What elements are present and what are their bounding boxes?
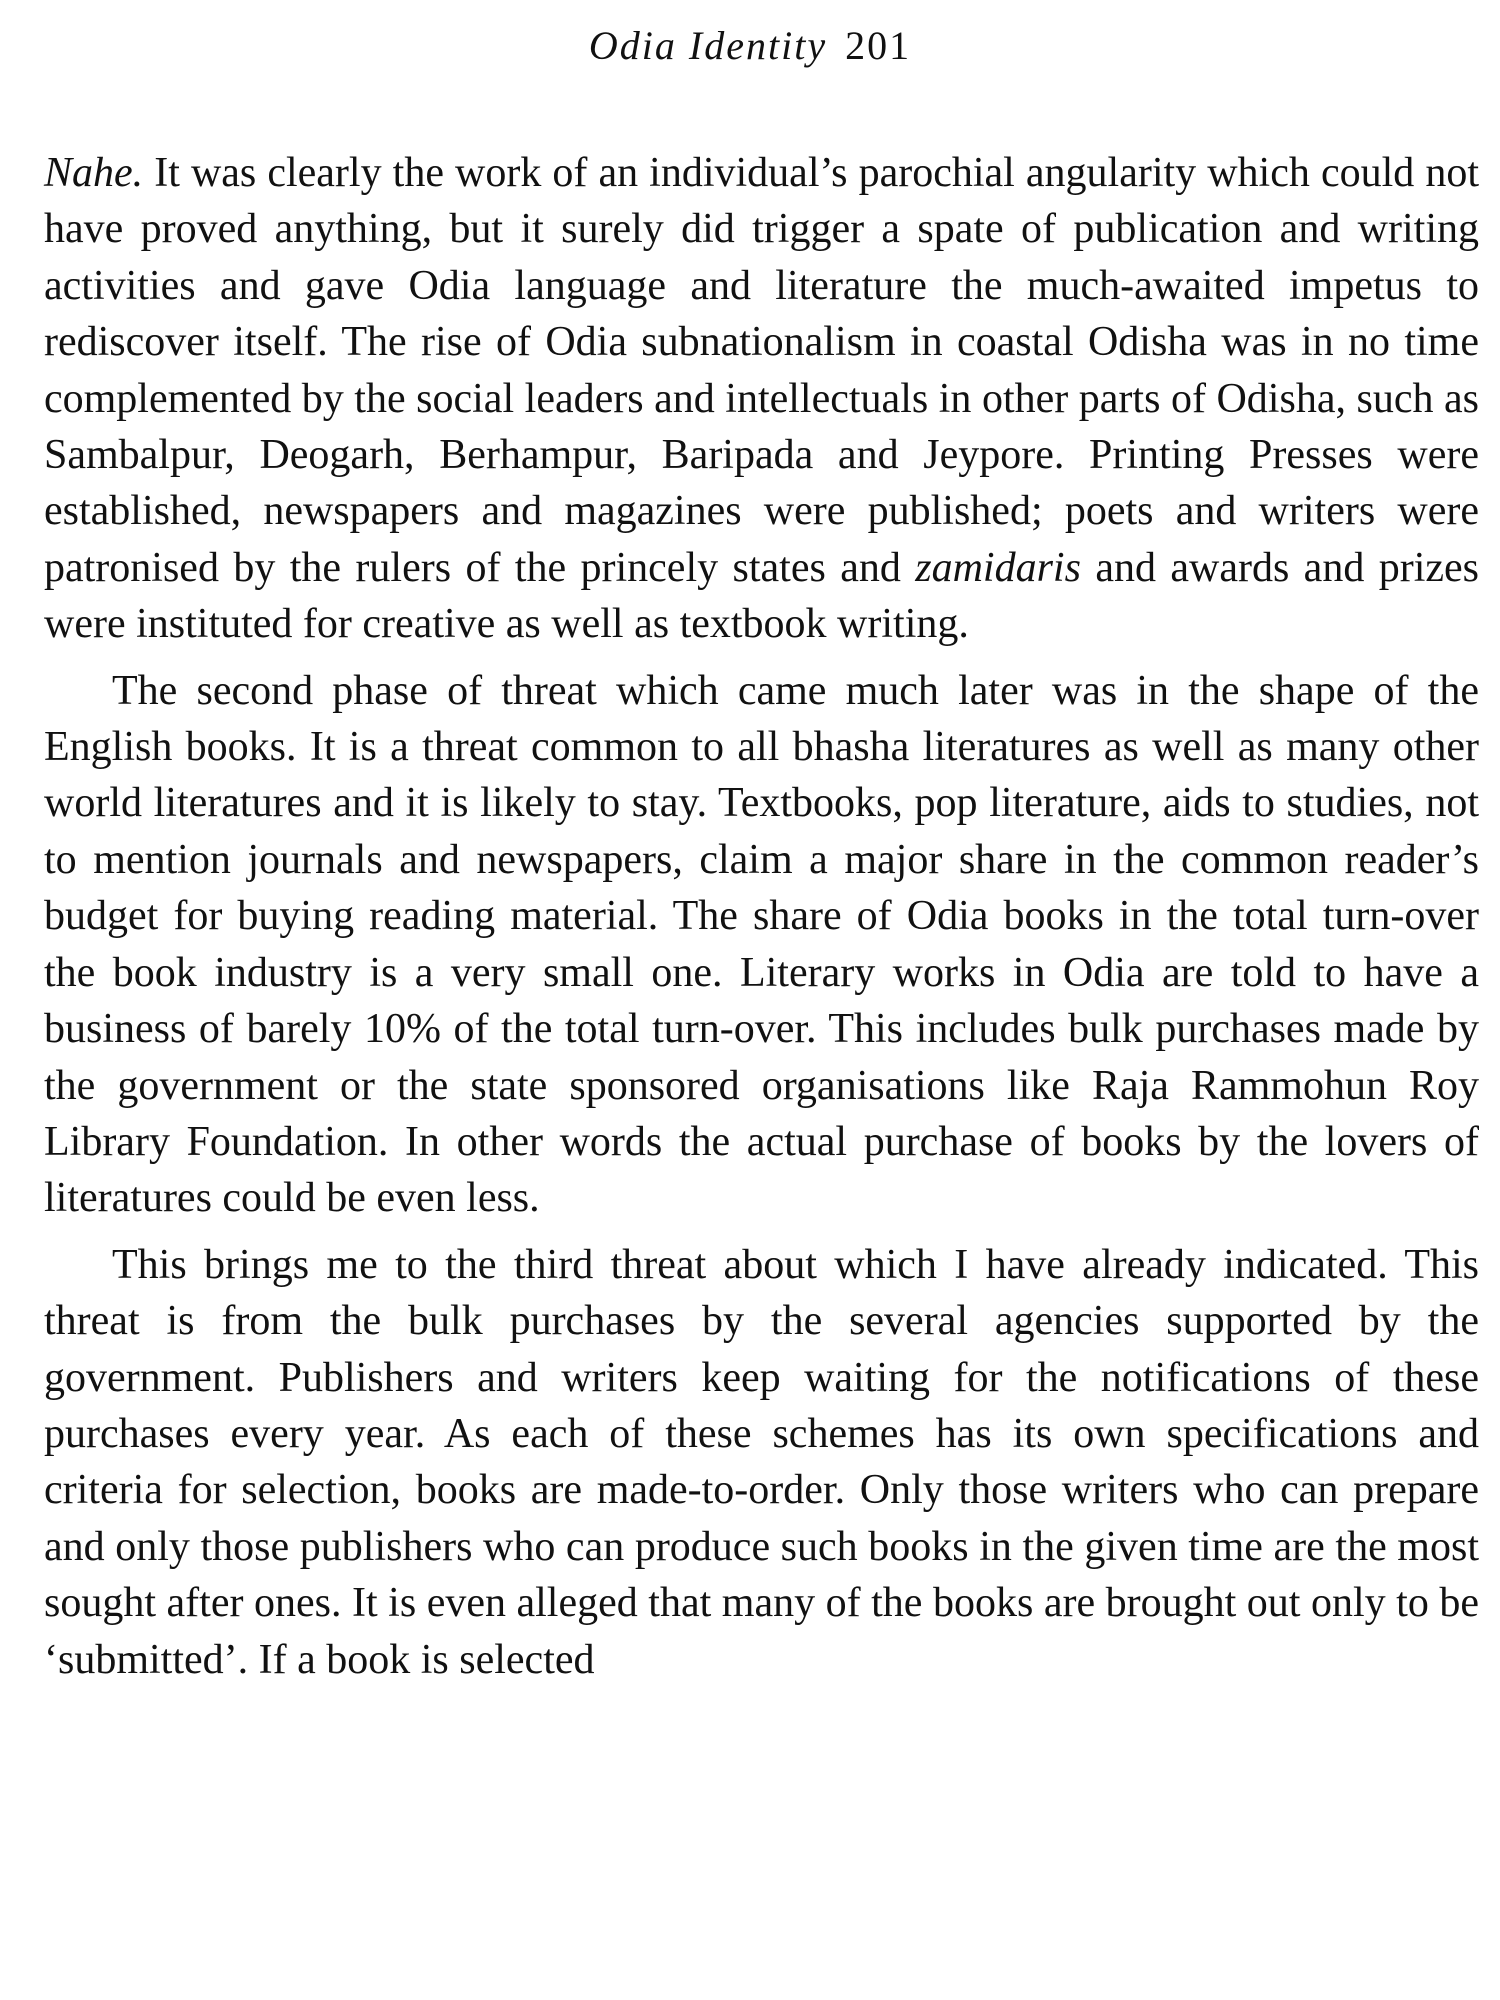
paragraph-2: The second phase of threat which came much later was in the shape of the English books. It is a threat common to all bhasha literatures as well as many other world literatures and it is likely to stay. Textbooks, pop literature, aids to studies, not to mention journals and newspapers, claim a major share in the common reader’s budget for buying reading material. The share of Odia books in the total turn-over the book industry is a very small one. Literary works in Odia are told to have a business of barely 10% of the total turn-over. This includes bulk purchases made by the government or the state sponsored organisations like Raja Rammohun Roy Library Foundation. In other words the actual purchase of books by the lovers of literatures could be even less. [44,667,1479,1222]
book-title: Odia Identity [588,23,828,68]
italic-lead-word: Nahe. [44,150,144,196]
paragraph-1-text-a: It was clearly the work of an individual’s parochial angularity which could not have proved anything, but it surely did trigger a spate of publication and writing activities and gave Odia language and literature the much-awaited impetus to rediscover itself. The rise of Odia subnationalism in coastal Odisha was in no time complemented by the social leaders and intellectuals in other parts of Odisha, such as Sambalpur, Deogarh, Berhampur, Baripada and Jeypore. Printing Presses were established, newspapers and magazines were published; poets and writers were patronised by the rulers of the princely states and [44,150,1479,591]
page-number: 201 [845,23,912,68]
running-head [0,22,1500,70]
paragraph-3: This brings me to the third threat about which I have already indicated. This threat is from the bulk purchases by the several agencies supported by the government. Publishers and writers keep waiting for the notifications of these purchases every year. As each of these schemes has its own specifications and criteria for selection, books are made-to-order. Only those writers who can prepare and only those publishers who can produce such books in the given time are the most sought after ones. It is even alleged that many of the books are brought out only to be ‘submitted’. If a book is selected [44,1241,1479,1683]
body-text [44,145,1479,1688]
paragraph-1 [44,145,1479,653]
italic-term: zamidaris [915,544,1081,591]
paragraph-1-text-b: and awards and prizes were instituted for creative as well as textbook writing. [44,544,1479,648]
